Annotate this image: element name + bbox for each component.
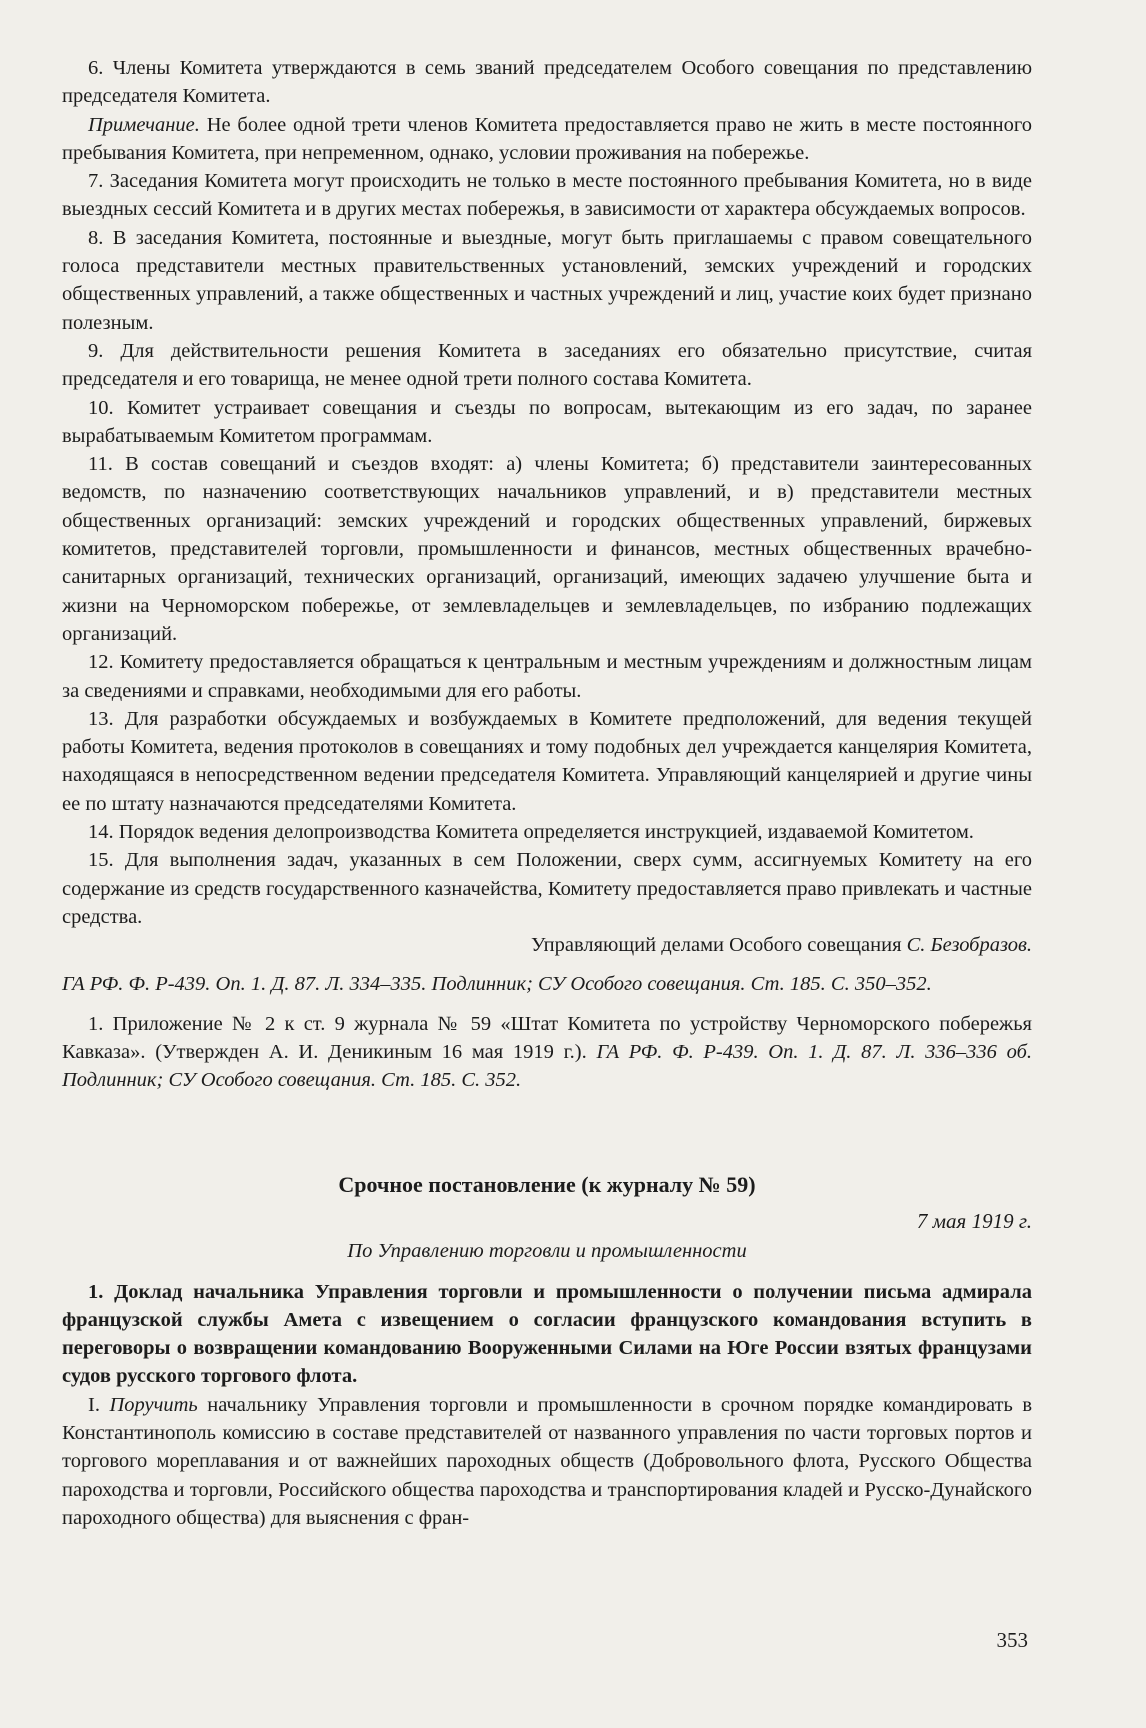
paragraph-7: 7. Заседания Комитета могут происходить не только в месте постоянного пребывания Комитета, но в виде выездных сессий Комитета и в других местах побережья, в зависимости от характера обсуждаемых вопросов. (62, 170, 1032, 221)
section-title: Срочное постановление (к журналу № 59) (338, 1171, 756, 1197)
report-heading: 1. Доклад начальника Управления торговли и промышленности о получении письма адмирала французской службы Амета с извещением о согласии французского командования вступить в переговоры о возвращении командованию Вооруженными Силами на Юге России взятых французами судов русского торгового флота. (62, 1280, 1032, 1388)
resolution-paragraph: I. Поручить начальнику Управления торговли и промышленности в срочном порядке командировать в Константинополь комиссию в составе представителей от названного управления по части торговых портов и торгового мореплавания и от важнейших пароходных обществ (Добровольного флота, Русского Общества пароходства и торговли, Российского общества пароходства и транспортирования кладей и Русско-Дунайского пароходного общества) для выяснения с фран- (62, 1393, 1033, 1529)
paragraph-10: 10. Комитет устраивает совещания и съезды по вопросам, вытекающим из его задач, по заранее вырабатываемым Комитетом программам. (62, 396, 1032, 447)
paragraph-12: 12. Комитету предоставляется обращаться к центральным и местным учреждениям и должностным лицам за сведениями и справками, необходимыми для его работы. (62, 651, 1032, 702)
paragraph-6: 6. Члены Комитета утверждаются в семь званий председателем Особого совещания по представлению председателя Комитета. (62, 57, 1033, 108)
note-label: Примечание. (88, 113, 200, 136)
section-subheading: По Управлению торговли и промышленности (347, 1240, 747, 1263)
signature-line (62, 931, 1032, 959)
archival-source: ГА РФ. Ф. Р-439. Оп. 1. Д. 87. Л. 334–335. Подлинник; СУ Особого совещания. Ст. 185. С. 350–352. (62, 972, 932, 995)
section-date: 7 мая 1919 г. (916, 1208, 1032, 1233)
paragraph-13: 13. Для разработки обсуждаемых и возбуждаемых в Комитете предположений, для ведения текущей работы Комитета, ведения протоколов в совещаниях и тому подобных дел учреждается канцелярия Комитета, находящаяся в непосредственном ведении председателя Комитета. Управляющий канцелярией и другие чины ее по штату назначаются председателями Комитета. (62, 707, 1032, 815)
note-paragraph: Примечание. Не более одной трети членов Комитета предоставляется право не жить в месте постоянного пребывания Комитета, при непременном, однако, условии проживания на побережье. (62, 113, 1033, 164)
paragraph-8: 8. В заседания Комитета, постоянные и выездные, могут быть приглашаемы с правом совещательного голоса представители местных правительственных установлений, земских учреждений и городских общественных управлений, а также общественных и частных учреждений и лиц, участие коих будет признано полезным. (62, 226, 1032, 334)
resolution-verb: Поручить (109, 1393, 198, 1416)
signature-name: С. Безобразов. (906, 934, 1032, 957)
paragraph-11: 11. В состав совещаний и съездов входят: а) члены Комитета; б) представители заинтересованных ведомств, по назначению соответствующих начальников управлений, и в) представители местных общественных организаций: земских учреждений и городских общественных управлений, биржевых комитетов, представителей торговли, промышленности и финансов, местных общественных врачебно-санитарных организаций, технических организаций, организаций, имеющих задачею улучшение быта и жизни на Черноморском побережье, от землевладельцев и землевладельцев, по избранию подлежащих организаций. (62, 453, 1033, 645)
paragraph-14: 14. Порядок ведения делопроизводства Комитета определяется инструкцией, издаваемой Комитетом. (88, 821, 974, 844)
footnote: 1. Приложение № 2 к ст. 9 журнала № 59 «Штат Комитета по устройству Черноморского побережья Кавказа». (Утвержден А. И. Деникиным 16 мая 1919 г.). ГА РФ. Ф. Р-439. Оп. 1. Д. 87. Л. 336–336 об. Подлинник; СУ Особого совещания. Ст. 185. С. 352. (62, 1012, 1033, 1092)
paragraph-9: 9. Для действительности решения Комитета в заседаниях его обязательно присутствие, считая председателя и его товарища, не менее одной трети полного состава Комитета. (62, 339, 1032, 391)
signature-position: Управляющий делами Особого совещания (530, 934, 902, 957)
paragraph-15: 15. Для выполнения задач, указанных в сем Положении, сверх сумм, ассигнуемых Комитету на его содержание из средств государственного казначейства, Комитету предоставляется право привлекать и частные средства. (62, 849, 1032, 928)
page-number: 353 (996, 1628, 1028, 1652)
